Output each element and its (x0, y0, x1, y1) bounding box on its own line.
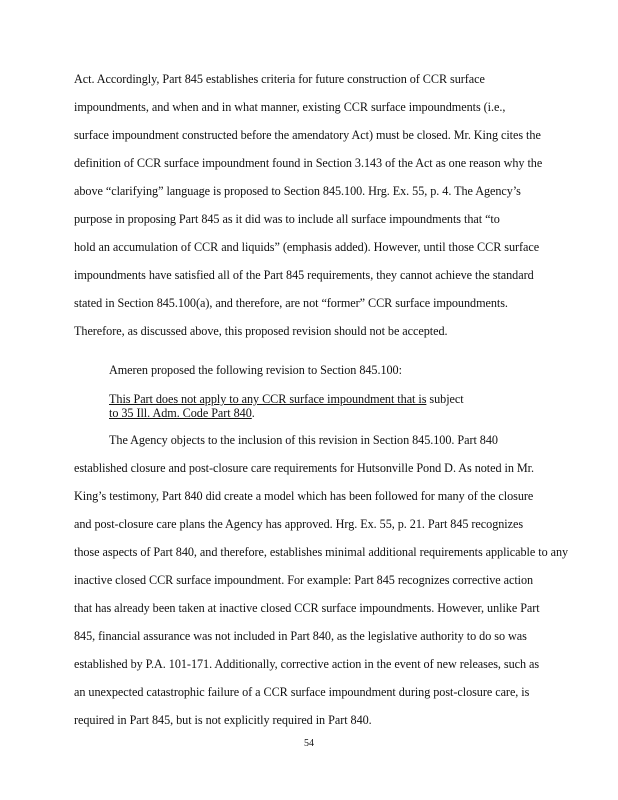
paragraph-1-line-8: impoundments have satisfied all of the Part 845 requirements, they cannot achieve the standard (74, 268, 534, 282)
paragraph-2-line-11: required in Part 845, but is not explicitly required in Part 840. (74, 713, 372, 727)
paragraph-2-line-4: and post-closure care plans the Agency has approved. Hrg. Ex. 55, p. 21. Part 845 recognizes (74, 517, 524, 531)
paragraph-2-line-9: established by P.A. 101-171. Additionally, corrective action in the event of new releases, such as (74, 657, 540, 671)
paragraph-1-line-7: hold an accumulation of CCR and liquids” (emphasis added). However, until those CCR surface (74, 240, 540, 254)
paragraph-2-line-6: inactive closed CCR surface impoundment. For example: Part 845 recognizes corrective action (74, 573, 534, 587)
paragraph-1-line-6: purpose in proposing Part 845 as it did was to include all surface impoundments that “to (74, 212, 500, 226)
paragraph-1-line-5: above “clarifying” language is proposed to Section 845.100. Hrg. Ex. 55, p. 4. The Agency’s (74, 184, 521, 198)
paragraph-2-line-1: The Agency objects to the inclusion of this revision in Section 845.100. Part 840 (109, 433, 498, 447)
paragraph-1-line-4: definition of CCR surface impoundment found in Section 3.143 of the Act as one reason why the (74, 156, 543, 170)
paragraph-2-line-10: an unexpected catastrophic failure of a CCR surface impoundment during post-closure care, is (74, 685, 530, 699)
paragraph-1-line-10: Therefore, as discussed above, this proposed revision should not be accepted. (74, 324, 448, 338)
proposal-intro: Ameren proposed the following revision to Section 845.100: (109, 363, 402, 377)
proposal-text-underlined: to 35 Ill. Adm. Code Part 840 (109, 406, 252, 420)
paragraph-2-line-5: those aspects of Part 840, and therefore, establishes minimal additional requirements applicable to any (74, 545, 569, 559)
proposal-text-rest: . (251, 406, 255, 420)
paragraph-1-line-2: impoundments, and when and in what manner, existing CCR surface impoundments (i.e., (74, 100, 506, 114)
paragraph-2-line-8: 845, financial assurance was not included in Part 840, as the legislative authority to do so was (74, 629, 527, 643)
page-number: 54 (304, 738, 314, 749)
proposal-text-underlined: This Part does not apply to any CCR surface impoundment that is (109, 392, 427, 406)
paragraph-2-line-3: King’s testimony, Part 840 did create a model which has been followed for many of the closure (74, 489, 534, 503)
proposal-text-line-2 (109, 405, 255, 421)
paragraph-2-line-7: that has already been taken at inactive closed CCR surface impoundments. However, unlike Part (74, 601, 540, 615)
paragraph-1-line-9: stated in Section 845.100(a), and therefore, are not “former” CCR surface impoundments. (74, 296, 508, 310)
paragraph-1-line-3: surface impoundment constructed before the amendatory Act) must be closed. Mr. King cites the (74, 128, 541, 142)
paragraph-1-line-1: Act. Accordingly, Part 845 establishes criteria for future construction of CCR surface (74, 72, 485, 86)
paragraph-2-line-2: established closure and post-closure care requirements for Hutsonville Pond D. As noted in Mr. (74, 461, 535, 475)
proposal-text-rest: subject (426, 392, 464, 406)
